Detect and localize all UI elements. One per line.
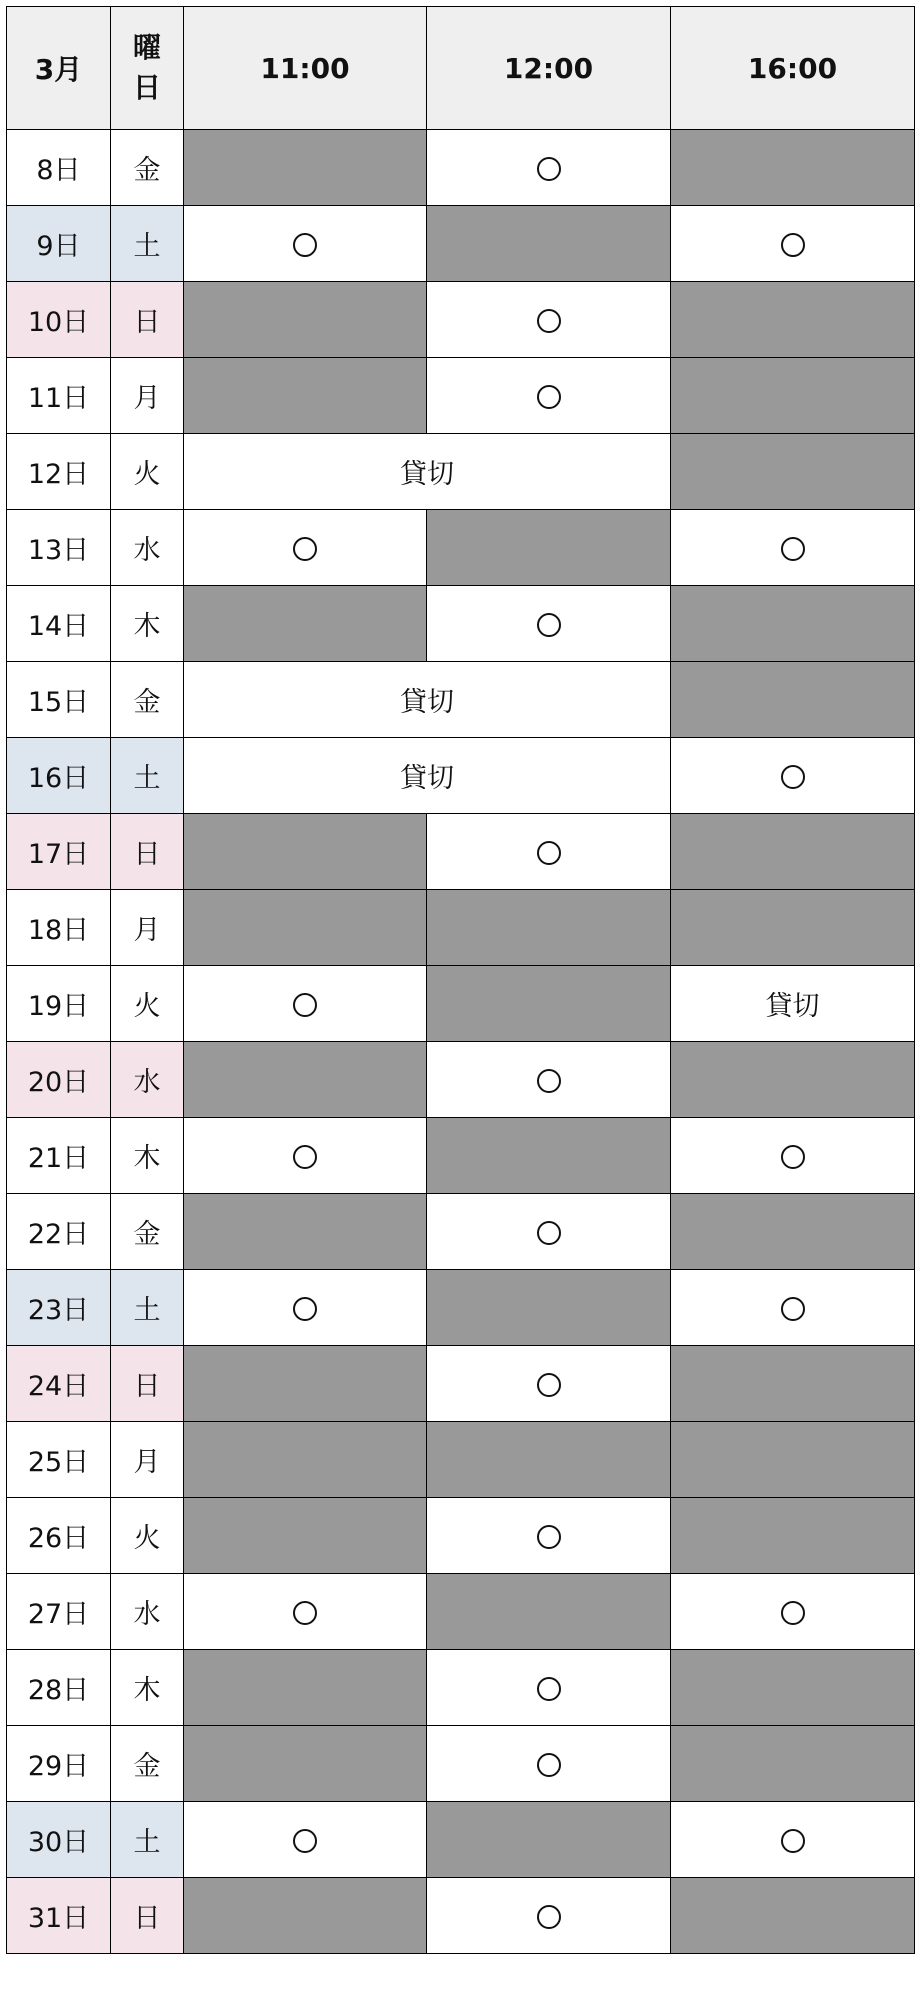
table-row	[7, 1042, 915, 1118]
slot-available-cell	[671, 1270, 915, 1346]
slot-reserved-cell: 貸切	[184, 662, 671, 738]
date-cell: 30日	[7, 1802, 111, 1878]
slot-closed-cell	[427, 890, 671, 966]
slot-closed-cell	[671, 814, 915, 890]
date-cell: 14日	[7, 586, 111, 662]
slot-available-cell	[427, 1346, 671, 1422]
table-row	[7, 282, 915, 358]
available-circle-icon	[293, 1829, 317, 1853]
slot-closed-cell	[184, 1422, 427, 1498]
slot-available-cell	[427, 1650, 671, 1726]
weekday-cell: 土	[111, 206, 184, 282]
date-cell: 25日	[7, 1422, 111, 1498]
weekday-cell: 月	[111, 358, 184, 434]
slot-available-cell	[184, 206, 427, 282]
table-row	[7, 206, 915, 282]
date-cell: 18日	[7, 890, 111, 966]
slot-available-cell	[427, 1042, 671, 1118]
available-circle-icon	[537, 309, 561, 333]
slot-closed-cell	[671, 1726, 915, 1802]
table-row	[7, 1878, 915, 1954]
weekday-cell: 月	[111, 1422, 184, 1498]
table-row	[7, 586, 915, 662]
slot-closed-cell	[427, 966, 671, 1042]
weekday-cell: 火	[111, 1498, 184, 1574]
available-circle-icon	[781, 1829, 805, 1853]
date-cell: 23日	[7, 1270, 111, 1346]
available-circle-icon	[537, 1525, 561, 1549]
table-row	[7, 662, 915, 738]
slot-available-cell	[427, 358, 671, 434]
weekday-cell: 土	[111, 1270, 184, 1346]
slot-closed-cell	[184, 1878, 427, 1954]
slot-closed-cell	[184, 1650, 427, 1726]
slot-closed-cell	[427, 1574, 671, 1650]
table-row	[7, 130, 915, 206]
schedule-table	[6, 6, 915, 1954]
weekday-cell: 金	[111, 662, 184, 738]
slot-closed-cell	[427, 206, 671, 282]
available-circle-icon	[293, 1601, 317, 1625]
slot-closed-cell	[184, 1726, 427, 1802]
available-circle-icon	[537, 1905, 561, 1929]
date-cell: 8日	[7, 130, 111, 206]
weekday-header-bottom: 日	[132, 71, 161, 104]
table-row	[7, 1118, 915, 1194]
slot-available-cell	[427, 282, 671, 358]
weekday-header	[111, 7, 184, 130]
slot-closed-cell	[427, 510, 671, 586]
weekday-cell: 日	[111, 814, 184, 890]
date-cell: 26日	[7, 1498, 111, 1574]
available-circle-icon	[293, 993, 317, 1017]
weekday-cell: 土	[111, 1802, 184, 1878]
available-circle-icon	[293, 1297, 317, 1321]
table-row	[7, 510, 915, 586]
slot-closed-cell	[671, 1042, 915, 1118]
available-circle-icon	[537, 1677, 561, 1701]
weekday-cell: 日	[111, 1878, 184, 1954]
slot-available-cell	[427, 1878, 671, 1954]
available-circle-icon	[781, 1601, 805, 1625]
date-cell: 27日	[7, 1574, 111, 1650]
weekday-cell: 火	[111, 966, 184, 1042]
slot-closed-cell	[671, 1194, 915, 1270]
slot-available-cell	[671, 738, 915, 814]
available-circle-icon	[537, 1069, 561, 1093]
weekday-cell: 金	[111, 1726, 184, 1802]
slot-closed-cell	[184, 1498, 427, 1574]
slot-closed-cell	[671, 130, 915, 206]
slot-closed-cell	[427, 1270, 671, 1346]
slot-closed-cell	[184, 814, 427, 890]
slot-available-cell	[184, 966, 427, 1042]
date-cell: 20日	[7, 1042, 111, 1118]
available-circle-icon	[537, 613, 561, 637]
slot-closed-cell	[671, 890, 915, 966]
date-cell: 12日	[7, 434, 111, 510]
slot-available-cell	[671, 1802, 915, 1878]
slot-available-cell	[671, 1574, 915, 1650]
header-row	[7, 7, 915, 130]
available-circle-icon	[537, 841, 561, 865]
date-cell: 24日	[7, 1346, 111, 1422]
time-header-1200: 12:00	[427, 7, 671, 130]
date-cell: 11日	[7, 358, 111, 434]
available-circle-icon	[537, 157, 561, 181]
date-cell: 21日	[7, 1118, 111, 1194]
weekday-cell: 金	[111, 1194, 184, 1270]
table-row	[7, 358, 915, 434]
weekday-cell: 火	[111, 434, 184, 510]
weekday-cell: 月	[111, 890, 184, 966]
date-cell: 13日	[7, 510, 111, 586]
slot-closed-cell	[671, 662, 915, 738]
time-header-1600: 16:00	[671, 7, 915, 130]
date-cell: 15日	[7, 662, 111, 738]
slot-closed-cell	[184, 586, 427, 662]
available-circle-icon	[781, 1145, 805, 1169]
date-cell: 9日	[7, 206, 111, 282]
available-circle-icon	[781, 765, 805, 789]
date-cell: 31日	[7, 1878, 111, 1954]
slot-available-cell	[184, 510, 427, 586]
weekday-cell: 金	[111, 130, 184, 206]
available-circle-icon	[293, 233, 317, 257]
available-circle-icon	[293, 1145, 317, 1169]
date-cell: 22日	[7, 1194, 111, 1270]
table-row	[7, 1194, 915, 1270]
slot-closed-cell	[671, 282, 915, 358]
slot-closed-cell	[184, 1194, 427, 1270]
slot-reserved-cell: 貸切	[184, 434, 671, 510]
slot-closed-cell	[427, 1802, 671, 1878]
available-circle-icon	[781, 1297, 805, 1321]
slot-closed-cell	[671, 434, 915, 510]
weekday-cell: 木	[111, 1118, 184, 1194]
slot-available-cell	[184, 1802, 427, 1878]
table-row	[7, 1574, 915, 1650]
date-cell: 29日	[7, 1726, 111, 1802]
slot-available-cell	[184, 1574, 427, 1650]
slot-closed-cell	[671, 358, 915, 434]
table-row	[7, 1802, 915, 1878]
slot-closed-cell	[671, 1422, 915, 1498]
date-cell: 28日	[7, 1650, 111, 1726]
slot-available-cell	[427, 130, 671, 206]
slot-closed-cell	[671, 1878, 915, 1954]
slot-closed-cell	[184, 282, 427, 358]
available-circle-icon	[781, 537, 805, 561]
slot-available-cell	[427, 586, 671, 662]
weekday-cell: 木	[111, 1650, 184, 1726]
slot-closed-cell	[184, 1042, 427, 1118]
slot-available-cell	[671, 510, 915, 586]
slot-available-cell	[184, 1118, 427, 1194]
slot-available-cell	[427, 1194, 671, 1270]
slot-available-cell	[427, 814, 671, 890]
table-row	[7, 1422, 915, 1498]
time-header-1100: 11:00	[184, 7, 427, 130]
slot-available-cell	[427, 1498, 671, 1574]
slot-closed-cell	[427, 1118, 671, 1194]
table-row	[7, 1346, 915, 1422]
available-circle-icon	[781, 233, 805, 257]
date-cell: 19日	[7, 966, 111, 1042]
slot-closed-cell	[184, 130, 427, 206]
date-cell: 17日	[7, 814, 111, 890]
available-circle-icon	[537, 1753, 561, 1777]
table-row	[7, 1726, 915, 1802]
slot-closed-cell	[671, 1346, 915, 1422]
date-cell: 10日	[7, 282, 111, 358]
available-circle-icon	[537, 385, 561, 409]
weekday-cell: 水	[111, 1042, 184, 1118]
weekday-header-top: 曜	[132, 31, 161, 64]
weekday-cell: 日	[111, 1346, 184, 1422]
weekday-cell: 水	[111, 1574, 184, 1650]
slot-closed-cell	[184, 358, 427, 434]
month-header: 3月	[7, 7, 111, 130]
schedule-body	[7, 130, 915, 1954]
weekday-cell: 土	[111, 738, 184, 814]
slot-reserved-cell: 貸切	[671, 966, 915, 1042]
slot-closed-cell	[184, 1346, 427, 1422]
available-circle-icon	[537, 1373, 561, 1397]
weekday-cell: 日	[111, 282, 184, 358]
slot-available-cell	[671, 1118, 915, 1194]
table-row	[7, 1650, 915, 1726]
slot-closed-cell	[671, 1650, 915, 1726]
schedule-header	[7, 7, 915, 130]
table-row	[7, 434, 915, 510]
slot-closed-cell	[427, 1422, 671, 1498]
weekday-cell: 水	[111, 510, 184, 586]
slot-available-cell	[671, 206, 915, 282]
table-row	[7, 890, 915, 966]
weekday-cell: 木	[111, 586, 184, 662]
slot-closed-cell	[184, 890, 427, 966]
table-row	[7, 1498, 915, 1574]
slot-closed-cell	[671, 586, 915, 662]
date-cell: 16日	[7, 738, 111, 814]
table-row	[7, 966, 915, 1042]
slot-reserved-cell: 貸切	[184, 738, 671, 814]
available-circle-icon	[293, 537, 317, 561]
slot-available-cell	[427, 1726, 671, 1802]
slot-available-cell	[184, 1270, 427, 1346]
table-row	[7, 814, 915, 890]
available-circle-icon	[537, 1221, 561, 1245]
table-row	[7, 738, 915, 814]
slot-closed-cell	[671, 1498, 915, 1574]
table-row	[7, 1270, 915, 1346]
